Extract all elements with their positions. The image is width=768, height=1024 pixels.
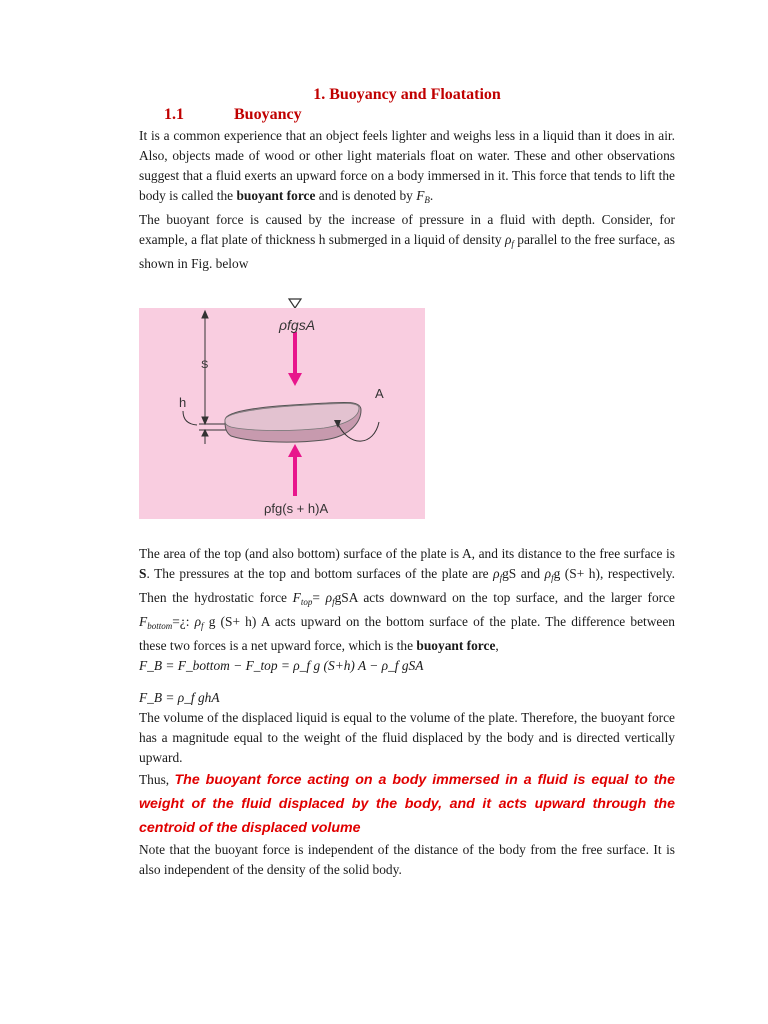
rho-symbol: ρ bbox=[504, 232, 512, 247]
forces-text-1: The area of the top (and also bottom) surface of the plate is A, and its distance to the free surface is bbox=[139, 546, 675, 561]
pressure-text: The buoyant force is caused by the increase of pressure in a fluid with depth. Consider, for example, a flat plate of thickness h submerged in a liquid of density bbox=[139, 212, 675, 247]
section-heading bbox=[139, 106, 675, 124]
equation-buoyant-force: F_B = ρ_f ghA bbox=[139, 690, 220, 705]
rho-sub-d: f bbox=[201, 621, 204, 631]
forces-bold-term: buoyant force bbox=[416, 638, 496, 653]
forces-text-8: g (S+ h) A acts upward on the bottom surface of the plate. The difference between these two forces is a net upward force, which is the bbox=[139, 614, 675, 653]
paragraph-displaced-volume: The volume of the displaced liquid is equal to the volume of the plate. Therefore, the buoyant force has a magnitude equal to the weight of the fluid displaced by the body and is directed vertically upward. bbox=[139, 710, 675, 765]
paragraph-intro bbox=[139, 126, 675, 210]
archimedes-statement: The buoyant force acting on a body immersed in a fluid is equal to the weight of the fluid displaced by the body, and it acts upward through the centroid of the displaced volume bbox=[139, 772, 675, 836]
buoyancy-figure bbox=[139, 274, 675, 542]
forces-text-7: =¿: bbox=[172, 614, 195, 629]
label-bottom-force: ρfg(s + h)A bbox=[264, 501, 329, 516]
rho-sub-c: f bbox=[332, 597, 335, 607]
f-bottom-sub: bottom bbox=[147, 621, 173, 631]
thus-lead: Thus, bbox=[139, 772, 175, 787]
f-top-sub: top bbox=[300, 597, 313, 607]
section-number: 1.1 bbox=[164, 106, 184, 123]
paragraph-pressure bbox=[139, 210, 675, 274]
rho-sub: f bbox=[511, 239, 514, 249]
section-title: Buoyancy bbox=[234, 106, 302, 123]
chapter-title: Buoyancy and Floatation bbox=[329, 86, 501, 103]
document-page bbox=[139, 86, 675, 880]
forces-text-4: g (S+ h), respectively. Then the hydrostatic force bbox=[139, 566, 675, 605]
symbol-f-sub: B bbox=[424, 195, 430, 205]
forces-s-bold: S bbox=[139, 566, 147, 581]
forces-text-3: gS and bbox=[502, 566, 545, 581]
forces-text-9: , bbox=[495, 638, 499, 653]
label-a: A bbox=[375, 386, 384, 401]
rho-sub-b: f bbox=[551, 573, 554, 583]
forces-text-2: . The pressures at the top and bottom surfaces of the plate are bbox=[146, 566, 494, 581]
pressure-text-2: parallel to the free surface, as shown in Fig. below bbox=[139, 232, 675, 271]
chapter-number: 1. bbox=[313, 86, 326, 103]
chapter-heading bbox=[139, 86, 675, 104]
buoyancy-diagram bbox=[139, 274, 675, 542]
forces-text-6: gSA acts downward on the top surface, and the larger force bbox=[334, 590, 675, 605]
label-s: S bbox=[201, 359, 209, 371]
symbol-f: F bbox=[416, 188, 425, 203]
label-top-force: ρfgsA bbox=[279, 317, 316, 333]
paragraph-forces: The area of the top (and also bottom) surface of the plate is A, and its distance to the free surface is S. The pressures at the top and bottom surfaces of the plate are $\rho_fgS$ and $\rho_fg$ (S+ h), respectively. Then the hydrostatic force $F_{top}= \rho_fgSA$ acts downward on the top surface, and the larger force $F_{bottom}=¿$: $\rho_f$ g (S+ h) A acts upward on the bottom surface of the plate. The difference between these two forces is a net upward force, which is the buoyant force, bbox=[139, 546, 675, 653]
rho-sub-a: f bbox=[499, 573, 503, 583]
intro-bold-term: buoyant force bbox=[236, 188, 316, 203]
forces-text-5: = bbox=[312, 590, 326, 605]
intro-end: . bbox=[429, 188, 434, 203]
paragraph-principle bbox=[139, 768, 675, 840]
label-h: h bbox=[179, 395, 187, 410]
intro-text: It is a common experience that an object feels lighter and weighs less in a liquid than it does in air. Also, objects made of wood or other light materials float on water. These and other observations suggest that a fluid exerts an upward force on a body immersed in it. This force that tends to lift the body is called the bbox=[139, 128, 675, 203]
equation-net-force: F_B = F_bottom − F_top = ρ_f g (S+h) A − ρ_f gSA bbox=[139, 658, 424, 673]
paragraph-note: Note that the buoyant force is independent of the distance of the body from the free surface. It is also independent of the density of the solid body. bbox=[139, 842, 675, 877]
intro-text-2: and is denoted by bbox=[315, 188, 417, 203]
